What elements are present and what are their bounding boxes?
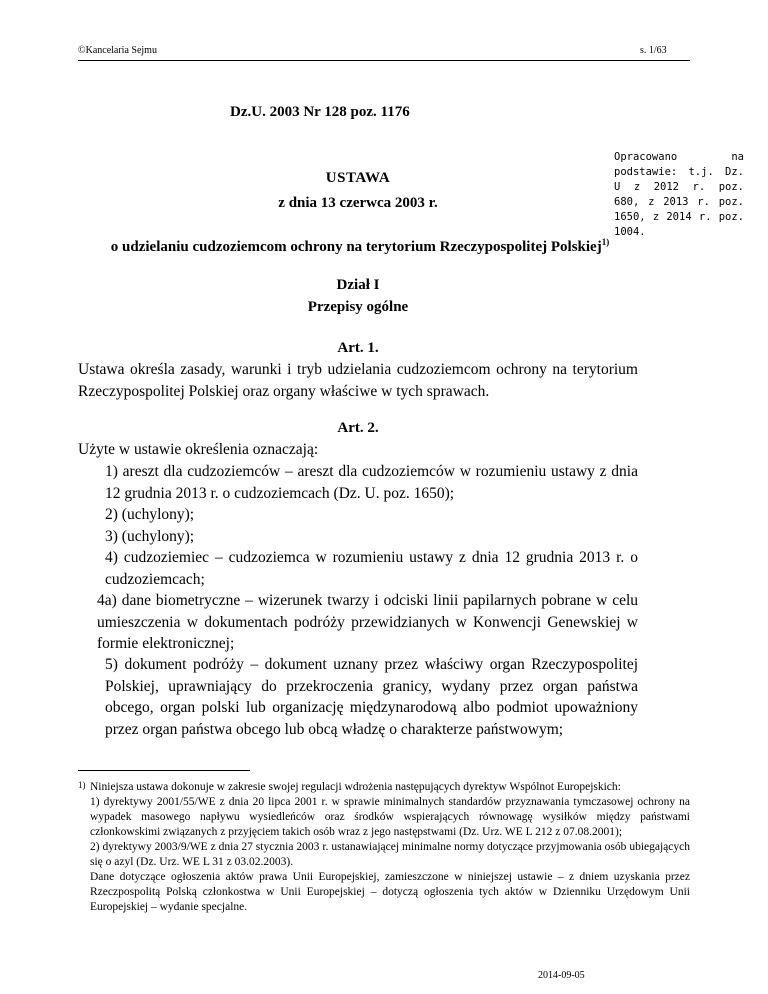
footnote-intro: Niniejsza ustawa dokonuje w zakresie swojej regulacji wdrożenia następujących dyrektyw Wspólnot Europejskich: (90, 781, 621, 793)
item-text: dokument podróży – dokument uznany przez właściwy organ Rzeczypospolitej Polskiej, uprawniający do przekroczenia granicy, wydany przez organ państwa obcego, organ polski lub organizację międzynarodową albo podmiot upoważniony przez organ państwa obcego lub obcą władzę o charakterze państwowym; (105, 656, 639, 738)
item-text: dane biometryczne – wizerunek twarzy i odciski linii papilarnych pobrane w celu umieszczenia w dokumentach podróży przewidzianych w Konwencji Genewskiej w formie elektronicznej; (97, 592, 639, 652)
item-text: cudzoziemiec – cudzoziemca w rozumieniu ustawy z dnia 12 grudnia 2013 r. o cudzoziemcach; (105, 549, 638, 588)
footnote-divider (78, 770, 250, 771)
footnote-marker: 1) (78, 780, 86, 790)
article-1-heading: Art. 1. (337, 340, 379, 356)
definition-item (105, 526, 638, 548)
definition-item (105, 504, 638, 526)
article-2-intro: Użyte w ustawie określenia oznaczają: (78, 441, 319, 458)
header-divider (78, 60, 690, 61)
page-number: s. 1/63 (640, 45, 667, 56)
article-2-heading: Art. 2. (337, 420, 379, 436)
item-number: 5) (105, 656, 118, 673)
definition-item (105, 654, 638, 740)
footnote-item: 2) dyrektywy 2003/9/WE z dnia 27 stycznia 2003 r. ustanawiającej minimalne normy dotyczące przyjmowania osób ubiegających się o azyl (Dz. Urz. WE L 31 z 03.02.2003). (90, 841, 690, 868)
item-number: 3) (105, 528, 118, 545)
item-number: 1) (105, 463, 118, 480)
footnote-reference: 1) (601, 237, 610, 247)
division-number: Dział I (336, 277, 380, 293)
act-subject-text: o udzielaniu cudzoziemcom ochrony na terytorium Rzeczypospolitej Polskiej (110, 239, 602, 255)
item-number: 4a) (97, 592, 117, 609)
footnote (78, 780, 690, 915)
footnote-item: 1) dyrektywy 2001/55/WE z dnia 20 lipca 2001 r. w sprawie minimalnych standardów przyznawania tymczasowej ochrony na wypadek masowego napływu wysiedleńców oraz środków wspierających równowagę wysiłków między państwami członkowskimi związanych z przyjęciem takich osób wraz z jego następstwami (Dz. Urz. WE L 212 z 07.08.2001); (90, 796, 690, 838)
item-number: 4) (105, 549, 118, 566)
item-text: areszt dla cudzoziemców – areszt dla cudzoziemców w rozumieniu ustawy z dnia 12 grudnia 2013 r. o cudzoziemcach (Dz. U. poz. 1650); (105, 463, 638, 502)
item-text: (uchylony); (121, 506, 195, 523)
definition-item (105, 547, 638, 590)
definition-item (97, 590, 638, 655)
header-source: ©Kancelaria Sejmu (78, 45, 157, 56)
consolidation-note: Opracowano na podstawie: t.j. Dz. U z 2012 r. poz. 680, z 2013 r. poz. 1650, z 2014 r. poz. 1004. (614, 151, 744, 238)
division-title: Przepisy ogólne (307, 299, 409, 315)
journal-citation: Dz.U. 2003 Nr 128 poz. 1176 (230, 104, 410, 120)
definition-item (105, 461, 638, 504)
article-1-text: Ustawa określa zasady, warunki i tryb udzielania cudzoziemcom ochrony na terytorium Rzeczypospolitej Polskiej oraz organy właściwe w tych sprawach. (78, 361, 638, 400)
item-number: 2) (105, 506, 118, 523)
act-date: z dnia 13 czerwca 2003 r. (278, 195, 438, 211)
item-text: (uchylony); (121, 528, 195, 545)
act-type: USTAWA (325, 170, 391, 186)
edition-date: 2014-09-05 (538, 970, 585, 981)
act-subject (70, 237, 650, 256)
footnote-outro: Dane dotyczące ogłoszenia aktów prawa Unii Europejskiej, zamieszczone w niniejszej ustawie – z dniem uzyskania przez Rzeczpospolitą Polską członkostwa w Unii Europejskiej – dotyczą ogłoszenia tych aktów w Dzienniku Urzędowym Unii Europejskiej – wydanie specjalne. (90, 871, 690, 913)
